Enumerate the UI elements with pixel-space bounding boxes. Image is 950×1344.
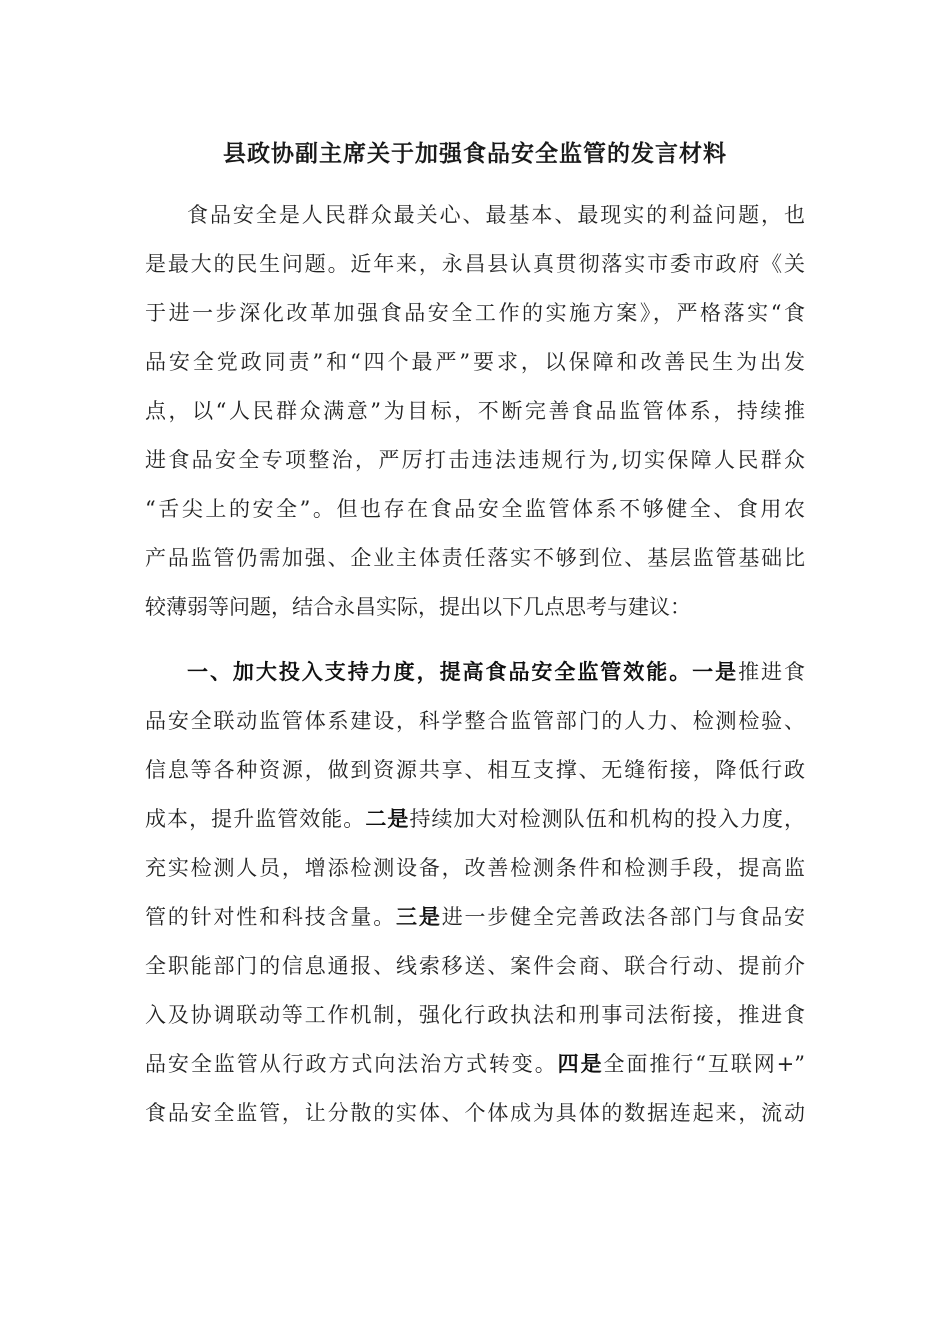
item-marker: 三是 (396, 904, 442, 929)
paragraph-line: 是最大的民生问题。近年来，永昌县认真贯彻落实市委市政府《关 (145, 252, 805, 276)
paragraph-line: 点，以“人民群众满意”为目标，不断完善食品监管体系，持续推 (145, 399, 805, 423)
item-marker: 一是 (692, 659, 739, 684)
section-line (145, 899, 805, 935)
paragraph-line: “舌尖上的安全”。但也存在食品安全监管体系不够健全、食用农 (145, 497, 805, 521)
document-title: 县政协副主席关于加强食品安全监管的发言材料 (223, 140, 727, 167)
section-line (187, 654, 805, 690)
section-text: 成本，提升监管效能。 (145, 807, 366, 831)
section-text: 持续加大对检测队伍和机构的投入力度， (409, 807, 806, 831)
section-line (145, 801, 805, 837)
section-text: 管的针对性和科技含量。 (145, 905, 397, 929)
section-line: 入及协调联动等工作机制，强化行政执法和刑事司法衔接，推进食 (145, 1003, 805, 1027)
section-heading: 一、加大投入支持力度，提高食品安全监管效能。 (187, 659, 693, 684)
section-text: 进一步健全完善政法各部门与食品安 (441, 905, 806, 929)
item-marker: 四是 (557, 1051, 604, 1076)
paragraph-line: 品安全党政同责”和“四个最严”要求，以保障和改善民生为出发 (145, 350, 805, 374)
paragraph-line: 进食品安全专项整治，严厉打击违法违规行为,切实保障人民群众 (145, 448, 805, 472)
section-line: 充实检测人员，增添检测设备，改善检测条件和检测手段，提高监 (145, 856, 805, 880)
section-text: 品安全监管从行政方式向法治方式转变。 (145, 1052, 558, 1076)
section-line: 品安全联动监管体系建设，科学整合监管部门的人力、检测检验、 (145, 709, 805, 733)
section-text: 推进食 (738, 660, 806, 684)
paragraph-line: 较薄弱等问题，结合永昌实际，提出以下几点思考与建议： (145, 595, 691, 619)
paragraph-line: 于进一步深化改革加强食品安全工作的实施方案》，严格落实“食 (145, 301, 805, 325)
section-line (145, 1046, 805, 1082)
section-line: 全职能部门的信息通报、线索移送、案件会商、联合行动、提前介 (145, 954, 805, 978)
paragraph-line: 食品安全是人民群众最关心、最基本、最现实的利益问题，也 (187, 203, 805, 227)
item-marker: 二是 (365, 806, 410, 831)
section-line: 信息等各种资源，做到资源共享、相互支撑、无缝衔接，降低行政 (145, 758, 805, 782)
section-text: 全面推行“互联网+” (603, 1052, 806, 1076)
section-line: 食品安全监管，让分散的实体、个体成为具体的数据连起来，流动 (145, 1101, 805, 1125)
paragraph-line: 产品监管仍需加强、企业主体责任落实不够到位、基层监管基础比 (145, 546, 805, 570)
